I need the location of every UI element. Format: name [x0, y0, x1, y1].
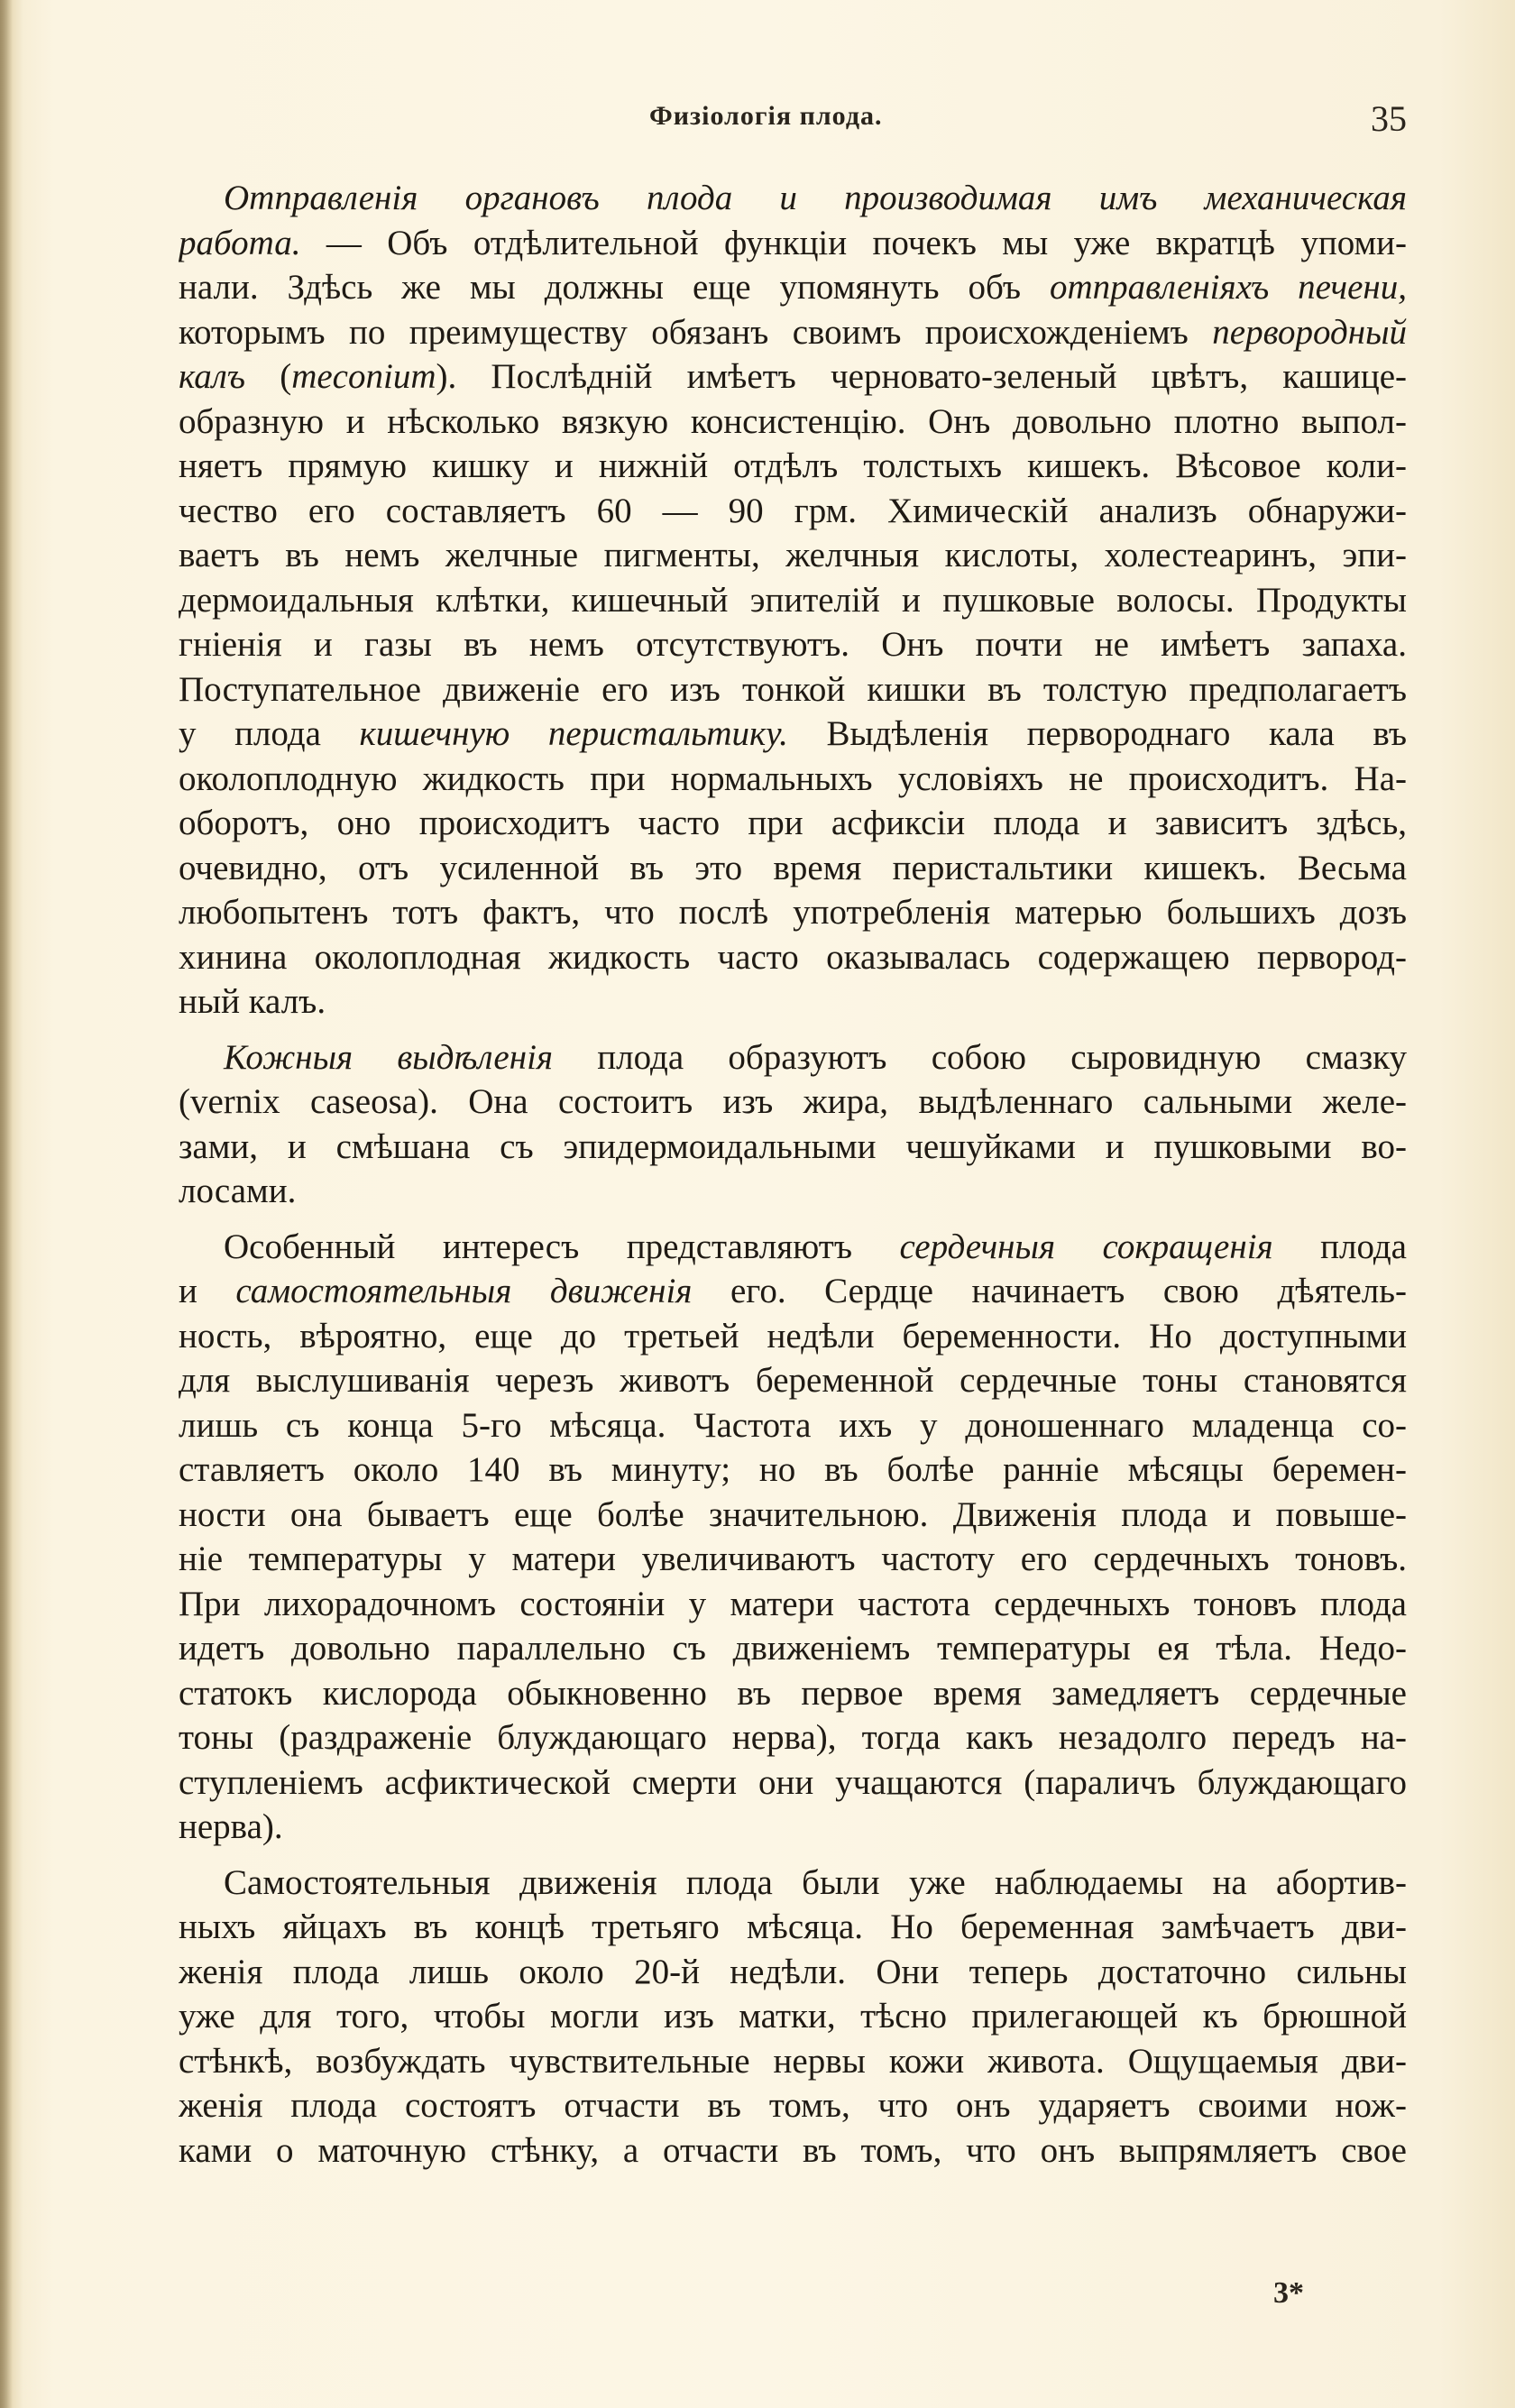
text-line	[179, 265, 1407, 310]
text-line	[179, 1225, 1407, 1270]
text-run: Выдѣленiя первороднаго кала въ	[787, 714, 1407, 753]
text-line	[179, 1269, 1407, 1314]
text-run: плода	[1272, 1227, 1407, 1266]
text-line	[179, 310, 1407, 355]
italic-run: Отправленiя органовъ плода и производимая имъ механическая	[224, 179, 1407, 217]
text-run: Особенный интересъ представляютъ	[224, 1227, 900, 1266]
text-line	[179, 622, 1407, 667]
text-line	[179, 1582, 1407, 1627]
text-line	[179, 533, 1407, 578]
text-run: уже для того, чтобы могли изъ матки, тѣсно прилегающей къ брюшной	[179, 1997, 1407, 2036]
italic-run: калъ	[179, 357, 246, 396]
text-run: няетъ прямую кишку и нижнiй отдѣлъ толстыхъ кишекъ. Вѣсовое коли-	[179, 446, 1407, 485]
text-run: гнiенiя и газы въ немъ отсутствуютъ. Онъ почти не имѣетъ запаха.	[179, 625, 1407, 664]
italic-run: meconium	[291, 357, 436, 396]
page-number: 35	[1371, 98, 1407, 139]
text-line	[179, 801, 1407, 846]
text-line	[179, 1626, 1407, 1671]
text-run: лосами.	[179, 1172, 297, 1210]
text-run: околоплодную жидкость при нормальныхъ условiяхъ не происходитъ. На-	[179, 758, 1407, 798]
text-line	[179, 1314, 1407, 1359]
text-line	[179, 667, 1407, 712]
paragraph	[179, 1225, 1407, 1850]
text-run: ный калъ.	[179, 982, 326, 1021]
text-run: ступленiемъ асфиктической смерти они учащаются (параличъ блуждающаго	[179, 1762, 1407, 1802]
text-run: тоны (раздраженiе блуждающаго нерва), тогда какъ незадолго передъ на-	[179, 1718, 1407, 1757]
text-run: оборотъ, оно происходитъ часто при асфиксiи плода и зависитъ здѣсь,	[179, 804, 1407, 842]
text-line	[179, 444, 1407, 489]
text-line	[179, 979, 1407, 1025]
text-run: ставляетъ около 140 въ минуту; но въ болѣе раннiе мѣсяцы беремен-	[179, 1450, 1407, 1489]
text-run: которымъ по преимуществу обязанъ своимъ происхожденiемъ	[179, 312, 1213, 352]
running-title: Физiологiя плода.	[649, 101, 883, 131]
text-line	[179, 890, 1407, 935]
text-line	[179, 1537, 1407, 1582]
text-line	[179, 712, 1407, 757]
text-run: у плода	[179, 714, 360, 753]
paragraph	[179, 176, 1407, 1025]
text-line	[179, 578, 1407, 623]
text-line	[179, 1994, 1407, 2039]
italic-run: отправленiяхъ печени,	[1049, 268, 1407, 307]
text-run: статокъ кислорода обыкновенно въ первое время замедляетъ сердечные	[179, 1673, 1407, 1713]
text-run: чество его составляетъ 60 — 90 грм. Химическiй анализъ обнаружи-	[179, 491, 1407, 530]
text-line	[179, 1125, 1407, 1170]
text-run: лишь съ конца 5-го мѣсяца. Частота ихъ у доношеннаго младенца со-	[179, 1405, 1407, 1445]
text-line	[179, 489, 1407, 534]
text-line	[179, 1861, 1407, 1906]
italic-run: работа.	[179, 223, 301, 262]
text-line	[179, 1169, 1407, 1214]
text-run: нерва).	[179, 1807, 283, 1846]
paragraph-gap	[179, 1025, 1407, 1035]
text-run: Поступательное движенiе его изъ тонкой кишки въ толстую предполагаетъ	[179, 669, 1407, 709]
text-run: При лихорадочномъ состоянiи у матери частота сердечныхъ тоновъ плода	[179, 1584, 1407, 1623]
paragraph-gap	[179, 1850, 1407, 1861]
text-run: ваетъ въ немъ желчные пигменты, желчныя кислоты, холестеаринъ, эпи-	[179, 536, 1407, 574]
text-line	[179, 757, 1407, 802]
text-line	[179, 846, 1407, 891]
text-line	[179, 2039, 1407, 2084]
text-run: хинина околоплодная жидкость часто оказывалась содержащею первород-	[179, 937, 1407, 977]
text-run: ныхъ яйцахъ въ концѣ третьяго мѣсяца. Но беременная замѣчаетъ дви-	[179, 1907, 1407, 1946]
text-run: плода образуютъ собою сыровидную смазку	[553, 1037, 1407, 1077]
text-run: ). Послѣднiй имѣетъ черновато-зеленый цвѣтъ, кашице-	[436, 357, 1407, 396]
italic-run: сердечныя сокращенiя	[899, 1227, 1273, 1266]
italic-run: кишечную перистальтику.	[359, 714, 788, 753]
text-line	[179, 1671, 1407, 1716]
text-run: стѣнкѣ, возбуждать чувствительные нервы кожи живота. Ощущаемыя дви-	[179, 2041, 1407, 2081]
text-run: нали. Здѣсь же мы должны еще упомянуть объ	[179, 268, 1050, 307]
text-line	[179, 1715, 1407, 1760]
italic-run: самостоятельныя движенiя	[235, 1272, 693, 1310]
text-line	[179, 1493, 1407, 1538]
text-line	[179, 935, 1407, 980]
text-line	[179, 1358, 1407, 1403]
text-run: его. Сердце начинаетъ свою дѣятель-	[692, 1272, 1407, 1310]
text-run: любопытенъ тотъ фактъ, что послѣ употребленiя матерью большихъ дозъ	[179, 893, 1407, 932]
paragraph	[179, 1861, 1407, 2174]
text-line	[179, 1760, 1407, 1806]
text-run: (	[245, 357, 292, 396]
text-run: женiя плода состоятъ отчасти въ томъ, что онъ ударяетъ своими нож-	[179, 2086, 1407, 2125]
paragraph-gap	[179, 1214, 1407, 1225]
text-line	[179, 221, 1407, 266]
text-run: ность, вѣроятно, еще до третьей недѣли беременности. Но доступными	[179, 1316, 1407, 1356]
text-line	[179, 1905, 1407, 1950]
body-text	[179, 176, 1407, 2173]
text-run: образную и нѣсколько вязкую консистенцiю. Онъ довольно плотно выпол-	[179, 401, 1407, 441]
binding-shadow	[0, 0, 13, 2408]
text-run: для выслушиванiя черезъ животъ беременной сердечные тоны становятся	[179, 1361, 1407, 1400]
text-line	[179, 1448, 1407, 1493]
text-run: Самостоятельныя движенiя плода были уже наблюдаемы на абортив-	[224, 1862, 1407, 1902]
text-line	[179, 2128, 1407, 2174]
italic-run: первородный	[1212, 312, 1407, 352]
text-run: очевидно, отъ усиленной въ это время перистальтики кишекъ. Весьма	[179, 848, 1407, 887]
text-line	[179, 1805, 1407, 1850]
text-run: — Объ отдѣлительной функцiи почекъ мы уже вкратцѣ упоми-	[300, 223, 1407, 262]
text-run: нiе температуры у матери увеличиваютъ частоту его сердечныхъ тоновъ.	[179, 1539, 1407, 1578]
text-run: зами, и смѣшана съ эпидермоидальными чешуйками и пушковыми во-	[179, 1126, 1407, 1166]
text-run: (vernix caseosa). Она состоитъ изъ жира, выдѣленнаго сальными желе-	[179, 1082, 1407, 1121]
page-header	[180, 97, 1416, 146]
text-run: и	[179, 1272, 236, 1310]
signature-mark: 3*	[1273, 2276, 1304, 2310]
text-run: идетъ довольно параллельно съ движенiемъ температуры ея тѣла. Недо-	[179, 1629, 1407, 1668]
text-run: дермоидальныя клѣтки, кишечный эпителiй и пушковые волосы. Продукты	[179, 580, 1407, 620]
paragraph	[179, 1035, 1407, 1214]
text-run: ности она бываетъ еще болѣе значительною. Движенiя плода и повыше-	[179, 1494, 1407, 1534]
text-line	[179, 1080, 1407, 1125]
text-line	[179, 176, 1407, 221]
text-line	[179, 354, 1407, 400]
text-line	[179, 2083, 1407, 2128]
text-line	[179, 1035, 1407, 1080]
text-run: ками о маточную стѣнку, а отчасти въ томъ, что онъ выпрямляетъ свое	[179, 2130, 1407, 2170]
italic-run: Кожныя выдѣленiя	[224, 1037, 554, 1077]
text-line	[179, 1403, 1407, 1448]
text-line	[179, 400, 1407, 445]
text-line	[179, 1950, 1407, 1995]
text-run: женiя плода лишь около 20-й недѣли. Они теперь достаточно сильны	[179, 1952, 1407, 1991]
